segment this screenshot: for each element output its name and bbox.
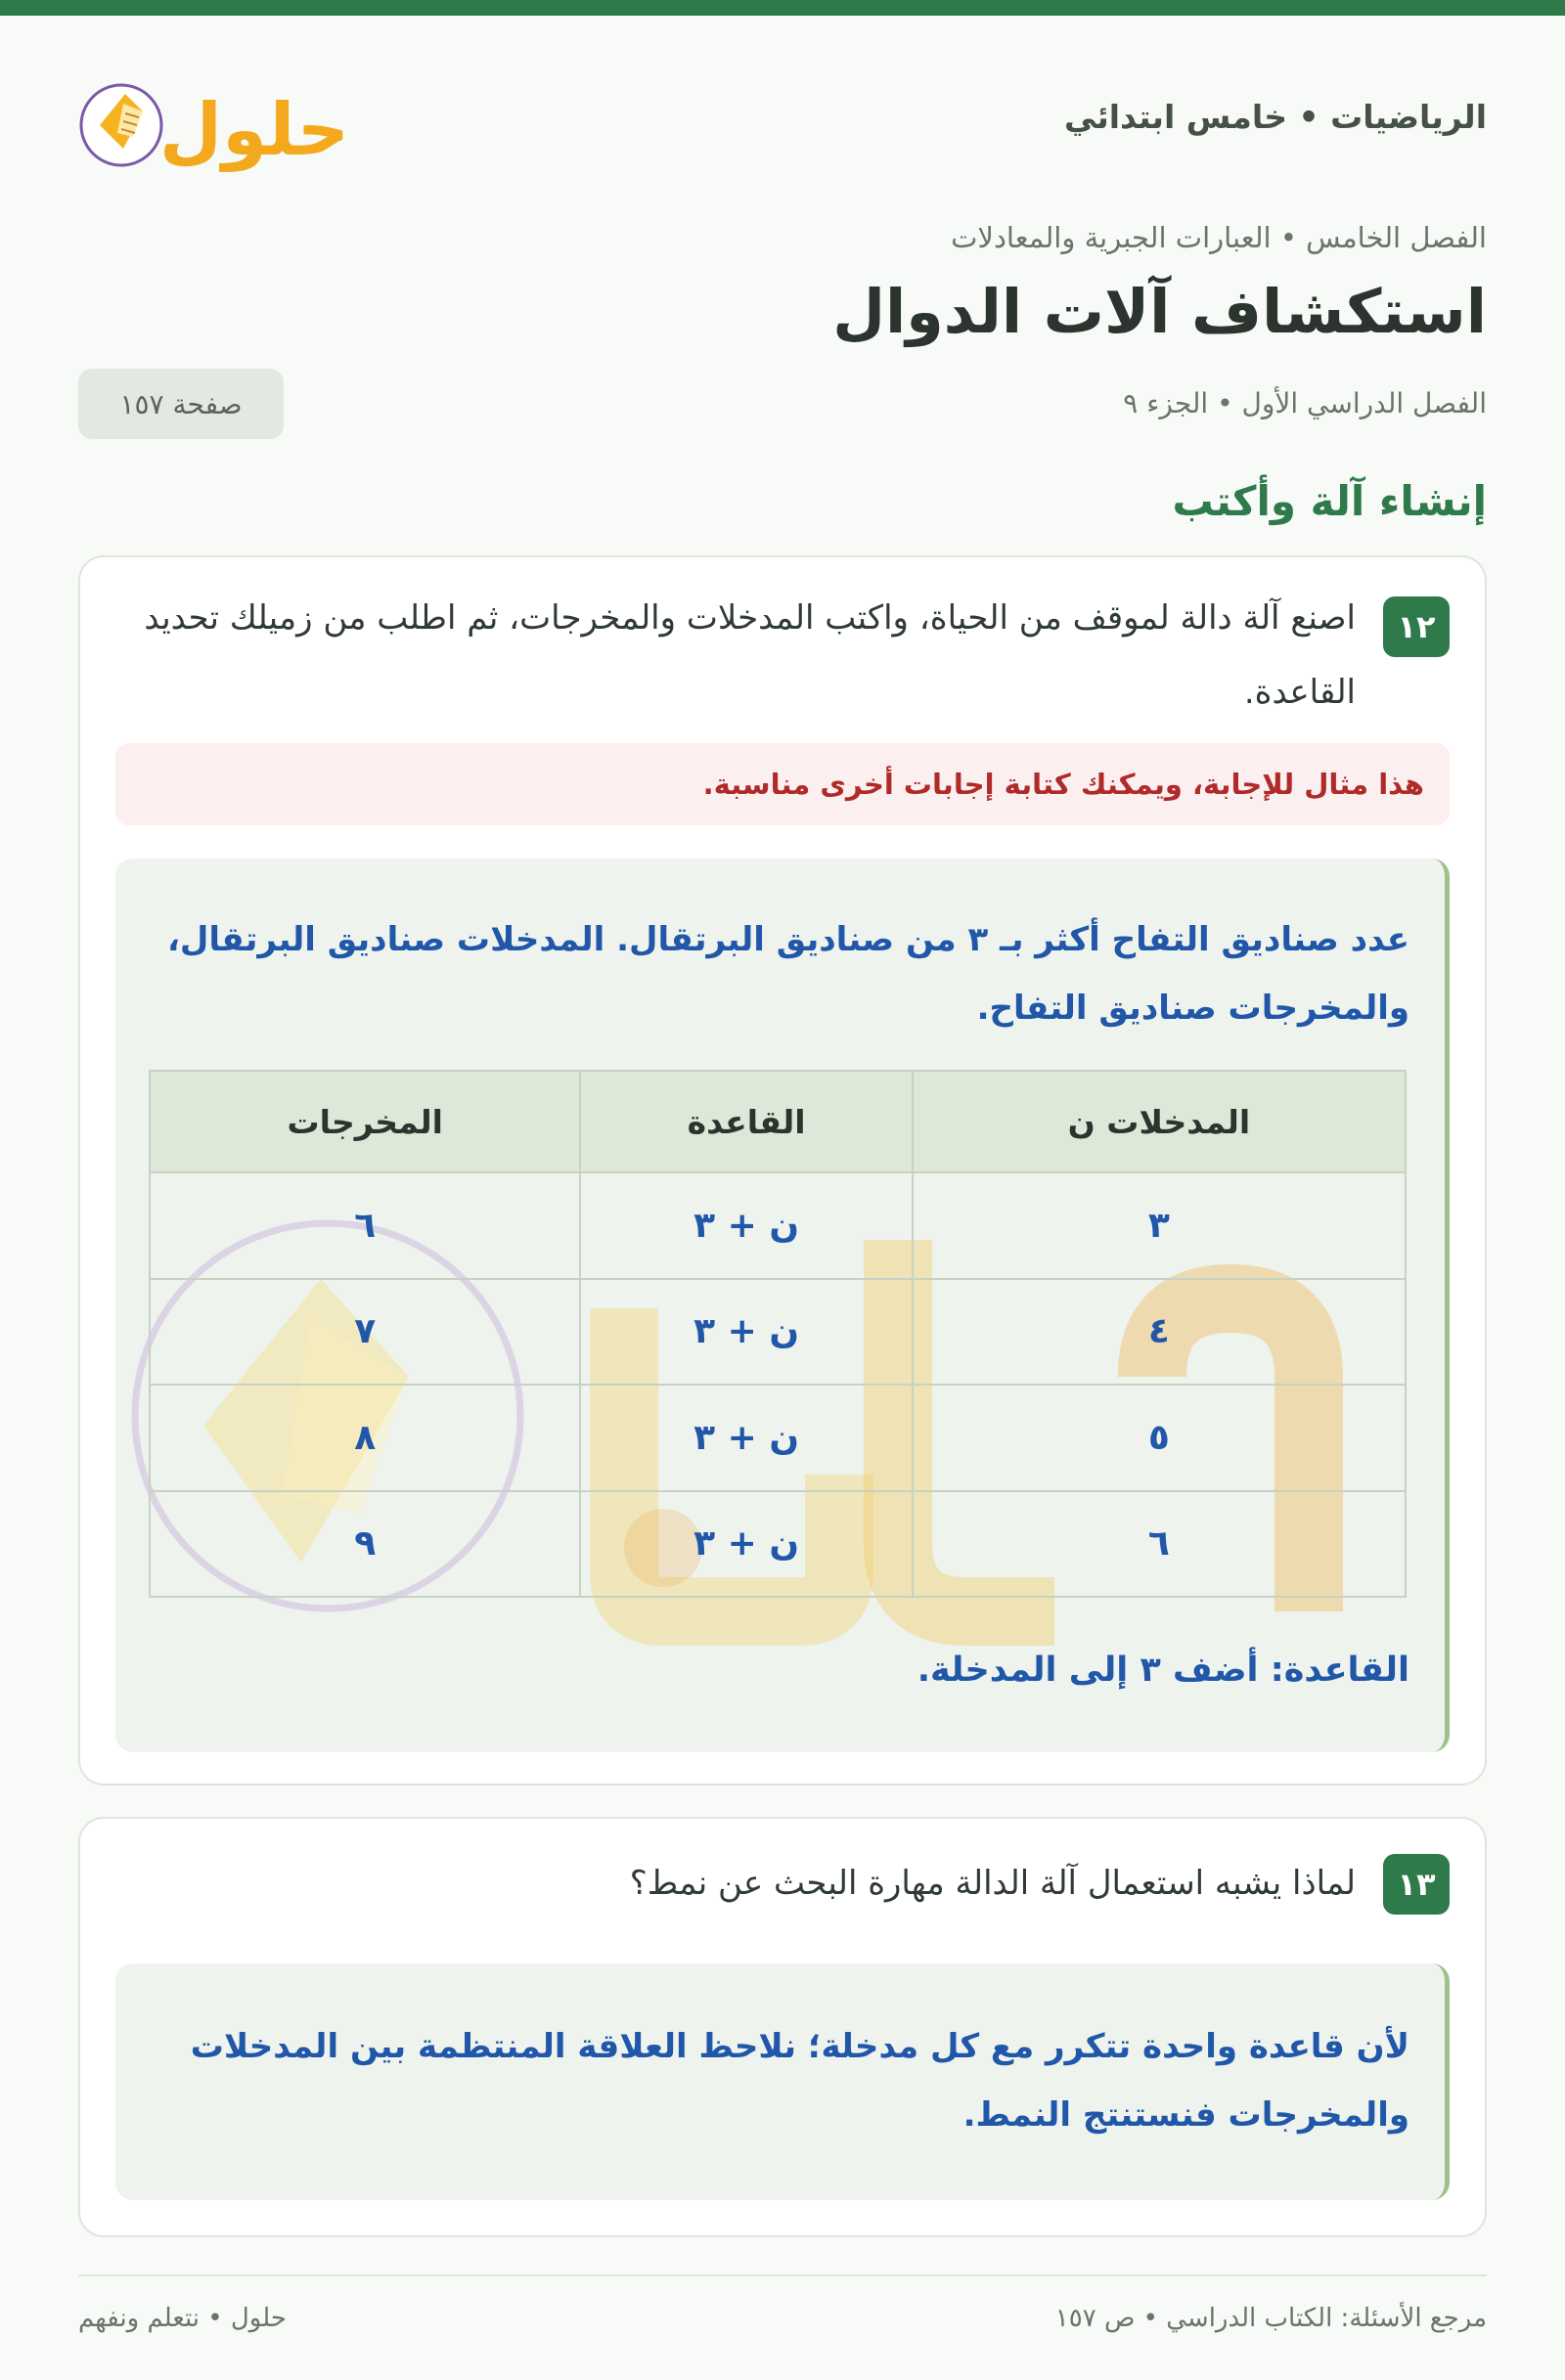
table-row xyxy=(150,1172,1406,1279)
input-cell: ٦ xyxy=(913,1491,1406,1598)
table-header-row xyxy=(150,1071,1406,1172)
footer-divider xyxy=(78,2274,1487,2276)
column-header-inputs: المدخلات ن xyxy=(913,1071,1406,1172)
input-cell: ٣ xyxy=(913,1172,1406,1279)
answer-box xyxy=(115,1963,1450,2200)
rule-cell: ن + ٣ xyxy=(580,1172,912,1279)
answer-intro: عدد صناديق التفاح أكثر بـ ٣ من صناديق البرتقال. المدخلات صناديق البرتقال، والمخرجات صناديق التفاح. xyxy=(167,920,1409,1028)
question-text: لماذا يشبه استعمال آلة الدالة مهارة البحث عن نمط؟ xyxy=(629,1864,1356,1903)
svg-text:حلول: حلول xyxy=(158,88,347,172)
subject-label: الرياضيات • خامس ابتدائي xyxy=(1063,98,1487,136)
rule-cell: ن + ٣ xyxy=(580,1385,912,1491)
page-title: استكشاف آلات الدوال xyxy=(832,276,1487,347)
answer-text: لأن قاعدة واحدة تتكرر مع كل مدخلة؛ نلاحظ العلاقة المنتظمة بين المدخلات والمخرجات فنستنتج النمط. xyxy=(190,2027,1409,2135)
section-heading: إنشاء آلة وأكتب xyxy=(1172,477,1487,525)
column-header-outputs: المخرجات xyxy=(150,1071,580,1172)
rule-statement: القاعدة: أضف ٣ إلى المدخلة. xyxy=(917,1651,1409,1690)
question-number-badge: ١٢ xyxy=(1383,596,1450,657)
rule-cell: ن + ٣ xyxy=(580,1279,912,1386)
footer-reference: مرجع الأسئلة: الكتاب الدراسي • ص ١٥٧ xyxy=(1054,2304,1487,2333)
table-row xyxy=(150,1385,1406,1491)
hulul-logo[interactable] xyxy=(78,65,347,172)
input-cell: ٥ xyxy=(913,1385,1406,1491)
example-answer-note: هذا مثال للإجابة، ويمكنك كتابة إجابات أخرى مناسبة. xyxy=(115,743,1450,825)
question-card-13 xyxy=(78,1817,1487,2237)
question-card-12 xyxy=(78,555,1487,1785)
page-number-badge: صفحة ١٥٧ xyxy=(78,369,284,439)
footer-brand: حلول • نتعلم ونفهم xyxy=(78,2304,287,2333)
logo-icon xyxy=(78,65,347,172)
output-cell: ٨ xyxy=(150,1385,580,1491)
output-cell: ٩ xyxy=(150,1491,580,1598)
table-row xyxy=(150,1279,1406,1386)
table-row xyxy=(150,1491,1406,1598)
rule-cell: ن + ٣ xyxy=(580,1491,912,1598)
question-text: اصنع آلة دالة لموقف من الحياة، واكتب المدخلات والمخرجات، ثم اطلب من زميلك تحديد القاعدة. xyxy=(144,598,1356,712)
column-header-rule: القاعدة xyxy=(580,1071,912,1172)
answer-box xyxy=(115,859,1450,1752)
semester-label: الفصل الدراسي الأول • الجزء ٩ xyxy=(1123,387,1487,419)
function-table xyxy=(149,1070,1407,1598)
question-number-badge: ١٣ xyxy=(1383,1854,1450,1915)
top-accent-bar xyxy=(0,0,1565,16)
output-cell: ٦ xyxy=(150,1172,580,1279)
chapter-label: الفصل الخامس • العبارات الجبرية والمعادلات xyxy=(951,221,1487,254)
input-cell: ٤ xyxy=(913,1279,1406,1386)
output-cell: ٧ xyxy=(150,1279,580,1386)
